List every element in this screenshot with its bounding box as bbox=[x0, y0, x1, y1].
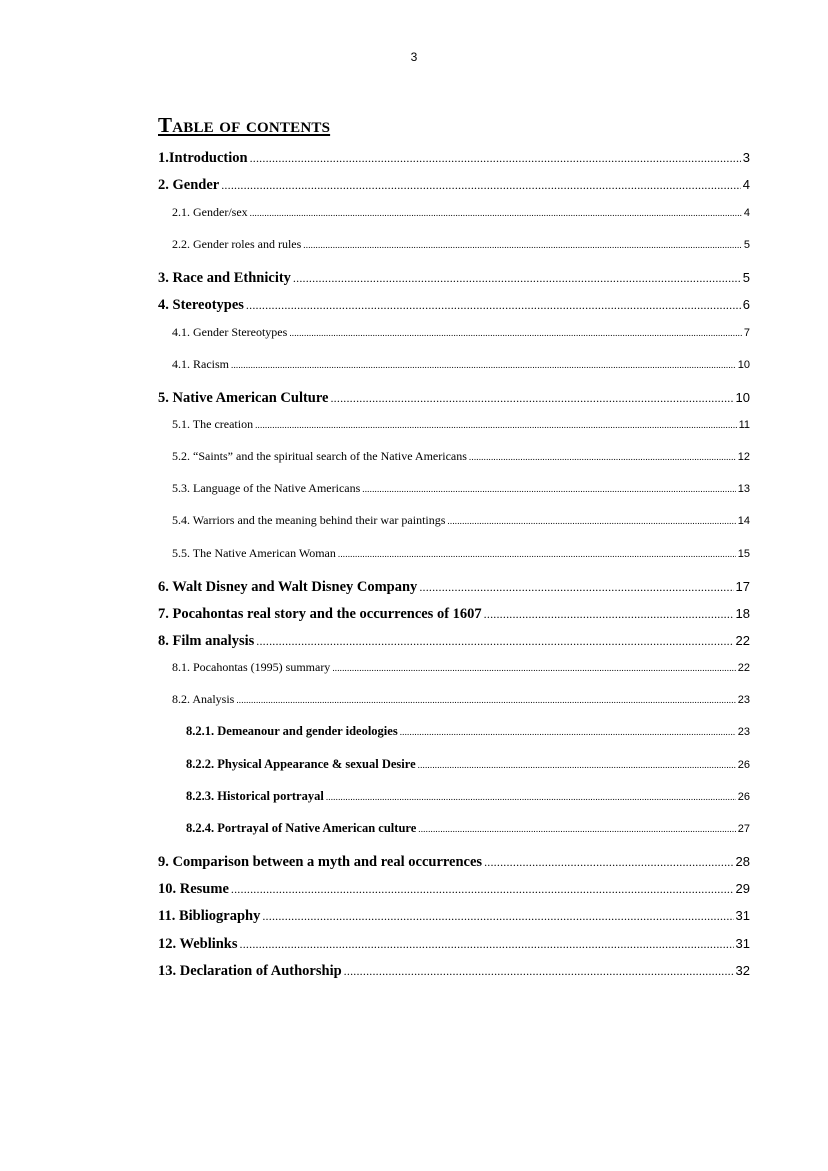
toc-entry-leader bbox=[293, 271, 741, 286]
toc-entry-title: 5.4. Warriors and the meaning behind their war paintings bbox=[172, 513, 446, 527]
toc-entry-leader bbox=[400, 727, 736, 737]
toc-entry-page: 18 bbox=[735, 606, 750, 621]
toc-entry-page: 4 bbox=[742, 177, 750, 192]
toc-entry-leader bbox=[326, 792, 736, 802]
toc-entry-page: 27 bbox=[737, 823, 750, 835]
toc-entry-leader bbox=[303, 240, 742, 250]
toc-entry-page: 11 bbox=[738, 419, 750, 431]
toc-entry-leader bbox=[221, 178, 741, 193]
toc-entry-leader bbox=[262, 909, 733, 924]
toc-entry[interactable] bbox=[158, 936, 750, 958]
toc-entry[interactable] bbox=[158, 270, 750, 292]
toc-entry-page: 29 bbox=[735, 881, 750, 896]
toc-entry-page: 7 bbox=[743, 327, 750, 339]
toc-entry[interactable] bbox=[158, 297, 750, 319]
toc-entry-title: 1.Introduction bbox=[158, 150, 248, 166]
toc-entry-leader bbox=[289, 328, 742, 338]
toc-entry[interactable] bbox=[158, 854, 750, 876]
toc-entry-page: 3 bbox=[742, 150, 750, 165]
toc-entry-page: 31 bbox=[735, 908, 750, 923]
toc-entry[interactable] bbox=[158, 357, 750, 379]
toc-title: Table of contents bbox=[158, 113, 331, 137]
toc-entry[interactable] bbox=[158, 692, 750, 714]
toc-entry[interactable] bbox=[158, 177, 750, 199]
toc-entry[interactable] bbox=[158, 513, 750, 535]
toc-entry-leader bbox=[246, 298, 741, 313]
toc-entry[interactable] bbox=[158, 789, 750, 811]
toc-entry[interactable] bbox=[158, 546, 750, 568]
toc-entry-title: 5.5. The Native American Woman bbox=[172, 546, 336, 560]
toc-entry-leader bbox=[469, 452, 736, 462]
toc-entry-page: 26 bbox=[737, 791, 750, 803]
toc-entry-title: 8.2.3. Historical portrayal bbox=[186, 789, 324, 803]
toc-entry[interactable] bbox=[158, 660, 750, 682]
toc-entry-title: 9. Comparison between a myth and real occurrences bbox=[158, 854, 483, 870]
toc-entry-leader bbox=[250, 208, 742, 218]
toc-entry[interactable] bbox=[158, 579, 750, 601]
toc-entry-page: 10 bbox=[737, 359, 750, 371]
page-number: 3 bbox=[410, 50, 418, 64]
toc-entry-title: 8.2.4. Portrayal of Native American culture bbox=[186, 821, 417, 835]
toc-entry-page: 10 bbox=[735, 390, 750, 405]
toc-entry-page: 22 bbox=[737, 662, 750, 674]
toc-entry-title: 4.1. Racism bbox=[172, 357, 229, 371]
toc-entry[interactable] bbox=[158, 606, 750, 628]
toc-entry-leader bbox=[231, 360, 736, 370]
toc-entry-leader bbox=[240, 937, 734, 952]
toc-entry-title: 7. Pocahontas real story and the occurrences of 1607 bbox=[158, 606, 482, 622]
toc-entry[interactable] bbox=[158, 633, 750, 655]
toc-entry-title: 13. Declaration of Authorship bbox=[158, 963, 342, 979]
toc-entry-page: 13 bbox=[737, 483, 750, 495]
toc-entry-page: 15 bbox=[737, 548, 750, 560]
toc-entry-page: 22 bbox=[735, 633, 750, 648]
toc-entry[interactable] bbox=[158, 150, 750, 172]
toc-entry-page: 23 bbox=[737, 726, 750, 738]
toc-entry-title: 8.2.1. Demeanour and gender ideologies bbox=[186, 724, 398, 738]
toc-entry-leader bbox=[418, 824, 735, 834]
toc-entry[interactable] bbox=[158, 963, 750, 985]
toc-entry-page: 6 bbox=[742, 297, 750, 312]
toc-entry[interactable] bbox=[158, 237, 750, 259]
toc-entry-page: 31 bbox=[735, 936, 750, 951]
toc-entry-page: 5 bbox=[742, 270, 750, 285]
toc-entry[interactable] bbox=[158, 325, 750, 347]
toc-entry[interactable] bbox=[158, 881, 750, 903]
toc-entry-title: 6. Walt Disney and Walt Disney Company bbox=[158, 579, 418, 595]
toc-entry[interactable] bbox=[158, 390, 750, 412]
toc-entry-leader bbox=[419, 580, 733, 595]
toc-entry-leader bbox=[330, 391, 733, 406]
toc-entry-leader bbox=[344, 964, 734, 979]
toc-entry-title: 4.1. Gender Stereotypes bbox=[172, 325, 288, 339]
toc-entry-leader bbox=[231, 882, 734, 897]
toc-entry-page: 32 bbox=[735, 963, 750, 978]
toc-entry-title: 11. Bibliography bbox=[158, 908, 261, 924]
toc-entry-page: 4 bbox=[743, 207, 750, 219]
toc-entry-leader bbox=[484, 607, 734, 622]
toc-entry-leader bbox=[418, 760, 736, 770]
toc-entry[interactable] bbox=[158, 417, 750, 439]
toc-entry-title: 2.2. Gender roles and rules bbox=[172, 237, 302, 251]
toc-entry-title: 8.1. Pocahontas (1995) summary bbox=[172, 660, 331, 674]
toc-entry-page: 28 bbox=[735, 854, 750, 869]
toc-entry-page: 26 bbox=[737, 759, 750, 771]
toc-entry-title: 5.3. Language of the Native Americans bbox=[172, 481, 361, 495]
toc-entry-leader bbox=[338, 549, 736, 559]
toc-entry-title: 2.1. Gender/sex bbox=[172, 205, 248, 219]
toc-entry-leader bbox=[250, 151, 741, 166]
toc-entry-leader bbox=[362, 484, 735, 494]
toc-entry-page: 23 bbox=[737, 694, 750, 706]
toc-entry-leader bbox=[332, 663, 735, 673]
toc-entry[interactable] bbox=[158, 205, 750, 227]
toc-entry[interactable] bbox=[158, 908, 750, 930]
toc-entry-title: 10. Resume bbox=[158, 881, 229, 897]
toc-entry-leader bbox=[255, 420, 736, 430]
toc-entry-page: 14 bbox=[737, 515, 750, 527]
toc-entry-leader bbox=[256, 634, 733, 649]
toc-entry-leader bbox=[484, 855, 733, 870]
toc-entry-title: 2. Gender bbox=[158, 177, 220, 193]
toc-entry[interactable] bbox=[158, 821, 750, 843]
toc-entry-title: 3. Race and Ethnicity bbox=[158, 270, 291, 286]
toc-entry-title: 8.2. Analysis bbox=[172, 692, 235, 706]
toc-entry-title: 5.1. The creation bbox=[172, 417, 254, 431]
toc-entry-title: 8. Film analysis bbox=[158, 633, 255, 649]
toc-entry-page: 5 bbox=[743, 239, 750, 251]
toc-entry-title: 5.2. “Saints” and the spiritual search of the Native Americans bbox=[172, 449, 467, 463]
toc-entry-title: 5. Native American Culture bbox=[158, 390, 329, 406]
toc-entry-page: 12 bbox=[737, 451, 750, 463]
toc-entry-leader bbox=[236, 695, 735, 705]
toc-entry[interactable] bbox=[158, 449, 750, 471]
toc-entry[interactable] bbox=[158, 481, 750, 503]
toc-entry[interactable] bbox=[158, 724, 750, 746]
toc-entry-title: 12. Weblinks bbox=[158, 936, 238, 952]
toc-entry-page: 17 bbox=[735, 579, 750, 594]
toc-entry-title: 8.2.2. Physical Appearance & sexual Desire bbox=[186, 757, 416, 771]
toc-entry-leader bbox=[447, 516, 735, 526]
toc-entry-title: 4. Stereotypes bbox=[158, 297, 244, 313]
toc-entry[interactable] bbox=[158, 757, 750, 779]
